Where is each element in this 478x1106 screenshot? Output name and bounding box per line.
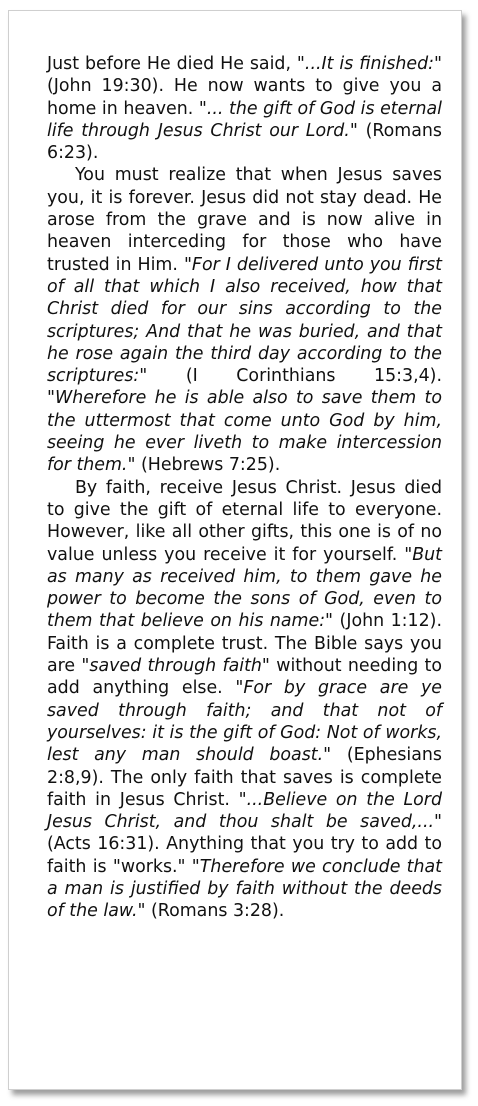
scripture-quote: "But as many as received him, to them gave he power to become the sons of God, even to them that believe on his name:" [47, 544, 442, 632]
document-page [8, 10, 462, 1090]
text-run: (Hebrews 7:25). [135, 455, 281, 476]
text-run: (Acts 16:31). Anything that you try to add to faith is "works." [47, 834, 442, 877]
paragraph-2 [47, 164, 442, 476]
text-run: (I Corinthians 15:3,4). [147, 366, 442, 387]
text-run: Just before He died He said, [47, 54, 297, 74]
text-run: (Romans 6:23). [47, 120, 442, 164]
scripture-quote: "For I delivered unto you first of all that which I also received, how that Christ died for our sins according to the scriptures; And that he was buried, and that he rose again the third day according to the scriptures:" [47, 254, 442, 387]
scripture-quote: "...Believe on the Lord Jesus Christ, and thou shalt be saved,..." [47, 789, 442, 833]
scripture-quote: "saved through faith" [81, 656, 270, 677]
document-body [47, 53, 442, 923]
scripture-quote: "...It is finished:" [296, 54, 442, 74]
text-run: (Romans 3:28). [145, 901, 285, 922]
text-run: By faith, receive Jesus Christ. Jesus died to give the gift of eternal life to everyone. However, like all other gifts, this one is of no value unless you receive it for yourself. [47, 477, 442, 565]
text-run: (John 19:30). He now wants to give you a home in heaven. " [47, 76, 442, 119]
text-run: You must realize that when Jesus saves you, it is forever. Jesus did not stay dead. He arose from the grave and is now alive in heaven interceding for those who have trusted in Him. [47, 165, 442, 275]
text-run: without needing to add anything else. [47, 656, 442, 699]
scripture-quote: "Therefore we conclude that a man is justified by faith without the deeds of the law." [47, 856, 442, 922]
paragraph-3 [47, 477, 442, 923]
scripture-quote: "Wherefore he is able also to save them to the uttermost that come unto God by him, seeing he ever liveth to make intercession for them." [47, 388, 442, 476]
scripture-quote: ... the gift of God is eternal life through Jesus Christ our Lord." [47, 98, 442, 141]
text-run: (Ephesians 2:8,9). The only faith that saves is complete faith in Jesus Christ. [47, 745, 442, 810]
scripture-quote: "For by grace are ye saved through faith; and that not of yourselves: it is the gift of God: Not of works, lest any man should boast." [47, 678, 442, 766]
paragraph-1 [47, 53, 442, 164]
text-run: (John 1:12). Faith is a complete trust. The Bible says you are [47, 611, 442, 677]
